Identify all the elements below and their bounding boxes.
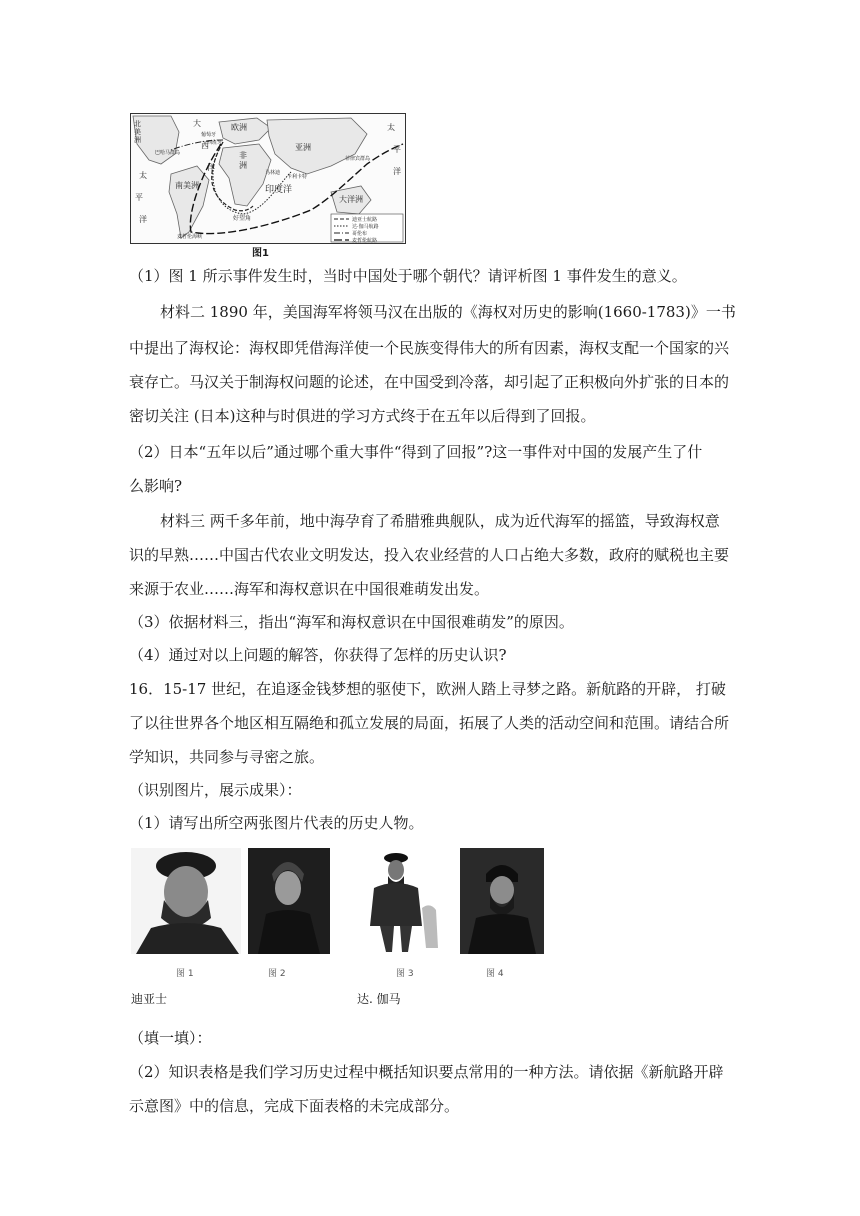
portrait-1-name: 迪亚士 xyxy=(131,992,168,1006)
map-label-san-salvador: 巴哈马群岛 xyxy=(155,150,181,156)
material-3-line-1: 材料三 两千多年前，地中海孕育了希腊雅典舰队，成为近代海军的摇篮，导致海权意 xyxy=(160,512,720,530)
section-identify-pictures: （识别图片，展示成果）： xyxy=(129,781,302,799)
portrait-1-image xyxy=(131,848,241,954)
map-label-atlantic: 大西洋 xyxy=(193,119,215,172)
map-label-pacific-right: 太平洋 xyxy=(387,123,401,176)
map-label-lisbon: 葡萄牙 xyxy=(201,132,217,138)
portrait-2-caption: 图 2 xyxy=(268,969,286,979)
material-2-line-2: 中提出了海权论：海权即凭借海洋使一个民族变得伟大的所有因素，海权支配一个国家的兴 xyxy=(129,339,730,357)
portrait-1-svg xyxy=(131,848,241,954)
portrait-3-svg xyxy=(356,848,450,954)
question-4: （4）通过对以上问题的解答，你获得了怎样的历史认识? xyxy=(129,646,507,664)
map-caption: 图1 xyxy=(252,248,269,259)
portrait-2-image xyxy=(248,848,330,954)
map-label-magellan-strait: 麦哲伦海峡 xyxy=(177,234,203,240)
question-2-line-1: （2）日本“五年以后”通过哪个重大事件“得到了回报”?这一事件对中国的发展产生了什 xyxy=(129,443,703,461)
question-16-2-line-2: 示意图》中的信息，完成下面表格的未完成部分。 xyxy=(129,1097,460,1115)
asia-shape xyxy=(267,118,367,174)
map-label-calicut: 卡利卡特 xyxy=(287,174,308,180)
question-3: （3）依据材料三，指出“海军和海权意识在中国很难萌发”的原因。 xyxy=(129,613,574,631)
question-16-2-line-1: （2）知识表格是我们学习历史过程中概括知识要点常用的一种方法。请依据《新航路开辟 xyxy=(129,1063,724,1081)
map-label-africa: 非洲 xyxy=(239,151,247,170)
map-label-south-america: 南美洲 xyxy=(175,181,199,190)
question-16-line-3: 学知识，共同参与寻密之旅。 xyxy=(129,748,325,766)
map-label-oceania: 大洋洲 xyxy=(339,195,363,204)
portrait-1-caption: 图 1 xyxy=(176,969,194,979)
legend-magellan-label: 麦哲伦航路 xyxy=(352,238,378,243)
map-label-spain: 西班牙 xyxy=(207,140,223,146)
legend-dias-label: 迪亚士航路 xyxy=(352,217,378,223)
map-label-malindi: 马林迪 xyxy=(265,170,281,176)
legend-columbus-label: 哥伦布 xyxy=(352,231,368,237)
portrait-4-image xyxy=(460,848,544,954)
portrait-2-svg xyxy=(248,848,330,954)
material-3-line-2: 识的早熟……中国古代农业文明发达，投入农业经营的人口占绝大多数，政府的赋税也主要 xyxy=(129,546,730,564)
material-2-line-3: 衰存亡。马汉关于制海权问题的论述，在中国受到冷落，却引起了正积极向外扩张的日本的 xyxy=(129,373,730,391)
portrait-3-caption: 图 3 xyxy=(396,969,414,979)
map-label-philippines: 菲律宾群岛 xyxy=(345,156,371,162)
portrait-3-image xyxy=(356,848,450,954)
portrait-3-name: 达. 伽马 xyxy=(357,992,401,1006)
question-16-1: （1）请写出所空两张图片代表的历史人物。 xyxy=(129,814,424,832)
portrait-4-caption: 图 4 xyxy=(486,969,504,979)
question-2-line-2: 么影响? xyxy=(129,477,183,495)
map-label-europe: 欧洲 xyxy=(231,123,247,132)
question-1: （1）图 1 所示事件发生时，当时中国处于哪个朝代？请评析图 1 事件发生的意义。 xyxy=(129,267,687,285)
map-label-asia: 亚洲 xyxy=(295,143,311,152)
map-svg xyxy=(131,114,405,243)
material-3-line-3: 来源于农业……海军和海权意识在中国很难萌发出发。 xyxy=(129,580,490,598)
map-label-indian-ocean: 印度洋 xyxy=(265,185,293,195)
material-2-line-1: 材料二 1890 年，美国海军将领马汉在出版的《海权对历史的影响(1660-1783)》一书 xyxy=(160,303,736,321)
voyage-map xyxy=(130,113,406,244)
question-16-line-1: 16．15-17 世纪，在追逐金钱梦想的驱使下，欧洲人踏上寻梦之路。新航路的开辟， 打破 xyxy=(129,680,726,698)
map-label-pacific-left: 太平洋 xyxy=(135,171,147,224)
map-label-cape: 好望角 xyxy=(233,215,252,222)
question-16-line-2: 了以往世界各个地区相互隔绝和孤立发展的局面，拓展了人类的活动空间和范围。请结合所 xyxy=(129,714,730,732)
section-fill-in: （填一填）： xyxy=(129,1029,212,1047)
legend-gama-label: 达·伽马航路 xyxy=(352,224,379,230)
map-label-north-america: 北美洲 xyxy=(134,120,141,144)
portrait-4-svg xyxy=(460,848,544,954)
material-2-line-4: 密切关注 (日本)这种与时俱进的学习方式终于在五年以后得到了回报。 xyxy=(129,407,596,425)
